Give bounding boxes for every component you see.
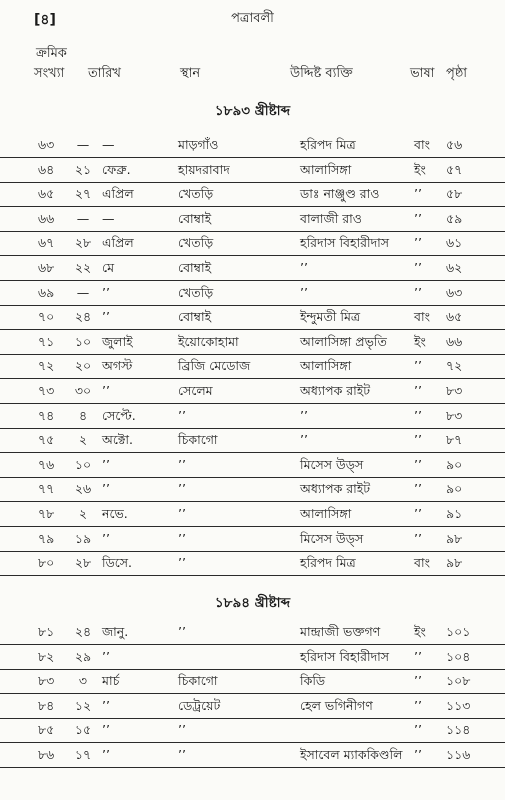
cell-month: — bbox=[102, 210, 115, 226]
cell-recipient: মিসেস উড্স bbox=[300, 456, 364, 472]
cell-lang: ’’ bbox=[414, 210, 422, 226]
cell-place: বোম্বাই bbox=[178, 260, 212, 275]
cell-page: ১১৪ bbox=[446, 722, 471, 738]
table-row bbox=[0, 743, 505, 768]
cell-page: ১০১ bbox=[446, 624, 471, 639]
cell-page: ৬১ bbox=[446, 235, 463, 251]
table-row bbox=[0, 645, 505, 670]
cell-month: ’’ bbox=[102, 747, 110, 762]
cell-place: ’’ bbox=[178, 456, 186, 472]
cell-page: ৬৩ bbox=[446, 284, 463, 300]
cell-lang: ’’ bbox=[414, 530, 422, 546]
cell-recipient: ’’ bbox=[300, 407, 308, 423]
table-row bbox=[0, 354, 505, 379]
cell-page: ৬২ bbox=[446, 260, 463, 275]
cell-page: ৭২ bbox=[446, 358, 463, 374]
cell-day: ২৮ bbox=[74, 555, 92, 571]
cell-recipient: ’’ bbox=[300, 284, 308, 300]
cell-recipient: অধ্যাপক রাইট bbox=[300, 383, 371, 398]
cell-place: ইয়োকোহামা bbox=[178, 333, 239, 349]
col-place: স্থান bbox=[180, 66, 201, 81]
cell-recipient: বালাজী রাও bbox=[300, 210, 362, 226]
cell-page: ৯০ bbox=[446, 456, 463, 472]
cell-page: ৮৭ bbox=[446, 432, 463, 448]
cell-page: ৯৮ bbox=[446, 530, 463, 546]
cell-recipient: হেল ভগিনীগণ bbox=[300, 697, 373, 713]
cell-page: ৯১ bbox=[446, 506, 463, 521]
cell-recipient: হরিদাস বিহারীদাস bbox=[300, 235, 390, 251]
cell-recipient: হরিপদ মিত্র bbox=[300, 137, 356, 152]
page-title: পত্রাবলী bbox=[231, 11, 274, 26]
cell-lang: ’’ bbox=[414, 506, 422, 521]
cell-lang: ইং bbox=[414, 333, 426, 349]
cell-month: এপ্রিল bbox=[102, 186, 134, 202]
table-row bbox=[0, 453, 505, 478]
cell-lang: বাং bbox=[414, 309, 430, 325]
page-number: [৪] bbox=[34, 12, 56, 28]
cell-month: ’’ bbox=[102, 530, 110, 546]
cell-recipient: ’’ bbox=[300, 432, 308, 448]
cell-sl: ৬৯ bbox=[38, 284, 55, 300]
cell-page: ৫৯ bbox=[446, 210, 463, 226]
cell-recipient: কিডি bbox=[300, 673, 326, 689]
cell-month: জানু. bbox=[102, 624, 129, 639]
cell-page: ১১৩ bbox=[446, 697, 471, 713]
cell-sl: ৭৬ bbox=[38, 456, 55, 472]
cell-day: ১৭ bbox=[74, 747, 92, 762]
cell-sl: ৮২ bbox=[38, 648, 55, 664]
cell-place: সেলেম bbox=[178, 383, 213, 398]
table-row bbox=[0, 551, 505, 576]
cell-lang: ’’ bbox=[414, 358, 422, 374]
cell-day: ২১ bbox=[74, 161, 92, 177]
table-row bbox=[0, 620, 505, 645]
cell-sl: ৬৮ bbox=[38, 260, 55, 275]
cell-day: ২৬ bbox=[74, 481, 92, 497]
table-row bbox=[0, 330, 505, 355]
cell-day: ২৭ bbox=[74, 186, 92, 202]
cell-sl: ৭৪ bbox=[38, 407, 55, 423]
cell-sl: ৮৬ bbox=[38, 747, 55, 762]
cell-month: সেপ্টে. bbox=[102, 407, 136, 423]
cell-place: ’’ bbox=[178, 747, 186, 762]
cell-month: জুলাই bbox=[102, 333, 133, 349]
cell-sl: ৬৩ bbox=[38, 137, 55, 152]
cell-sl: ৭৩ bbox=[38, 383, 55, 398]
cell-month: নভে. bbox=[102, 506, 128, 521]
cell-month: ’’ bbox=[102, 456, 110, 472]
cell-day: ৩০ bbox=[74, 383, 92, 398]
cell-month: এপ্রিল bbox=[102, 235, 134, 251]
cell-month: ’’ bbox=[102, 284, 110, 300]
table-row bbox=[0, 379, 505, 404]
cell-sl: ৭৯ bbox=[38, 530, 55, 546]
cell-sl: ৮৫ bbox=[38, 722, 55, 738]
table-row bbox=[0, 281, 505, 306]
cell-lang: ’’ bbox=[414, 456, 422, 472]
cell-lang: ইং bbox=[414, 161, 426, 177]
cell-day: ১০ bbox=[74, 456, 92, 472]
cell-lang: ’’ bbox=[414, 673, 422, 689]
cell-lang: বাং bbox=[414, 137, 430, 152]
col-serial-line2: সংখ্যা bbox=[34, 66, 65, 81]
cell-day: ১৯ bbox=[74, 530, 92, 546]
cell-place: খেতড়ি bbox=[178, 284, 214, 300]
cell-day: ২ bbox=[78, 506, 88, 521]
cell-place: ব্রিজি মেডোজ bbox=[178, 358, 251, 374]
cell-month: — bbox=[102, 137, 115, 152]
cell-lang: ’’ bbox=[414, 407, 422, 423]
cell-recipient: আলাসিঙ্গা bbox=[300, 506, 352, 521]
cell-month: ডিসে. bbox=[102, 555, 133, 571]
cell-month: অক্টো. bbox=[102, 432, 133, 448]
table-row bbox=[0, 404, 505, 429]
cell-day: ৪ bbox=[78, 407, 88, 423]
cell-day: ২২ bbox=[74, 260, 92, 275]
cell-recipient: ইসাবেল ম্যাককিণ্ডলি bbox=[300, 747, 403, 762]
cell-recipient: মিসেস উড্স bbox=[300, 530, 364, 546]
cell-page: ৮৩ bbox=[446, 407, 463, 423]
cell-sl: ৭২ bbox=[38, 358, 55, 374]
table-row bbox=[0, 231, 505, 256]
table-row bbox=[0, 669, 505, 694]
cell-place: হায়দরাবাদ bbox=[178, 161, 230, 177]
cell-day: ২৪ bbox=[74, 624, 92, 639]
table-row bbox=[0, 182, 505, 207]
cell-sl: ৮০ bbox=[38, 555, 55, 571]
cell-day: ২ bbox=[78, 432, 88, 448]
table-row bbox=[0, 305, 505, 330]
col-date: তারিখ bbox=[88, 66, 121, 81]
cell-sl: ৮৩ bbox=[38, 673, 55, 689]
col-recipient: উদ্দিষ্ট ব্যক্তি bbox=[290, 66, 353, 81]
cell-sl: ৭৫ bbox=[38, 432, 55, 448]
cell-lang: ’’ bbox=[414, 284, 422, 300]
cell-lang: ইং bbox=[414, 624, 426, 639]
year-heading: ১৮৯৪ খ্রীষ্টাব্দ bbox=[214, 595, 291, 611]
cell-lang: ’’ bbox=[414, 432, 422, 448]
table-row bbox=[0, 718, 505, 743]
cell-page: ১১৬ bbox=[446, 747, 471, 762]
col-serial-line1: ক্রমিক bbox=[36, 46, 67, 61]
cell-day: ২০ bbox=[74, 358, 92, 374]
table-row bbox=[0, 694, 505, 719]
cell-page: ৯০ bbox=[446, 481, 463, 497]
cell-sl: ৭১ bbox=[38, 333, 55, 349]
cell-day: ১০ bbox=[74, 333, 92, 349]
cell-lang: ’’ bbox=[414, 383, 422, 398]
cell-day: — bbox=[76, 284, 90, 300]
cell-day: ২৯ bbox=[74, 648, 92, 664]
cell-page: ৬৫ bbox=[446, 309, 463, 325]
cell-sl: ৬৫ bbox=[38, 186, 55, 202]
cell-page: ৫৬ bbox=[446, 137, 463, 152]
cell-page: ৫৭ bbox=[446, 161, 463, 177]
cell-month: ’’ bbox=[102, 722, 110, 738]
cell-day: ৩ bbox=[78, 673, 88, 689]
cell-place: ’’ bbox=[178, 624, 186, 639]
cell-month: মে bbox=[102, 260, 115, 275]
cell-page: ৯৮ bbox=[446, 555, 463, 571]
col-page: পৃষ্ঠা bbox=[446, 66, 468, 81]
table-row bbox=[0, 256, 505, 281]
cell-day: ১৫ bbox=[74, 722, 92, 738]
year-heading: ১৮৯৩ খ্রীষ্টাব্দ bbox=[214, 103, 291, 119]
cell-place: মাড়গাঁও bbox=[178, 137, 219, 152]
cell-month: অগস্ট bbox=[102, 358, 133, 374]
table-row bbox=[0, 477, 505, 502]
cell-lang: ’’ bbox=[414, 697, 422, 713]
cell-day: ২৪ bbox=[74, 309, 92, 325]
cell-recipient: আলাসিঙ্গা প্রভৃতি bbox=[300, 333, 387, 349]
table-row bbox=[0, 502, 505, 527]
cell-recipient: ডাঃ নাঞ্জুণ্ড রাও bbox=[300, 186, 380, 202]
cell-lang: ’’ bbox=[414, 260, 422, 275]
cell-recipient: অধ্যাপক রাইট bbox=[300, 481, 371, 497]
cell-month: মার্চ bbox=[102, 673, 120, 689]
cell-place: বোম্বাই bbox=[178, 309, 212, 325]
cell-month: ’’ bbox=[102, 481, 110, 497]
cell-day: — bbox=[76, 210, 90, 226]
table-row bbox=[0, 207, 505, 232]
cell-month: ’’ bbox=[102, 383, 110, 398]
cell-sl: ৭০ bbox=[38, 309, 55, 325]
cell-page: ৮৩ bbox=[446, 383, 463, 398]
cell-sl: ৭৮ bbox=[38, 506, 55, 521]
table-row bbox=[0, 428, 505, 453]
cell-month: ’’ bbox=[102, 697, 110, 713]
cell-place: চিকাগো bbox=[178, 432, 218, 448]
cell-recipient: মান্দ্রাজী ভক্তগণ bbox=[300, 624, 381, 639]
cell-sl: ৬৪ bbox=[38, 161, 55, 177]
cell-page: ৫৮ bbox=[446, 186, 463, 202]
cell-sl: ৬৭ bbox=[38, 235, 55, 251]
cell-day: — bbox=[76, 137, 90, 152]
table-row bbox=[0, 527, 505, 552]
cell-place: খেতড়ি bbox=[178, 235, 214, 251]
cell-recipient: আলাসিঙ্গা bbox=[300, 358, 352, 374]
cell-page: ৬৬ bbox=[446, 333, 463, 349]
cell-page: ১০৪ bbox=[446, 648, 471, 664]
table-row bbox=[0, 133, 505, 158]
cell-month: ’’ bbox=[102, 309, 110, 325]
cell-lang: ’’ bbox=[414, 648, 422, 664]
cell-place: ’’ bbox=[178, 506, 186, 521]
cell-month: ’’ bbox=[102, 648, 110, 664]
cell-place: ’’ bbox=[178, 555, 186, 571]
cell-recipient: ইন্দুমতী মিত্র bbox=[300, 309, 361, 325]
cell-place: ডেট্রয়েট bbox=[178, 697, 221, 713]
cell-day: ১২ bbox=[74, 697, 92, 713]
cell-day: ২৮ bbox=[74, 235, 92, 251]
cell-sl: ৭৭ bbox=[38, 481, 55, 497]
cell-place: ’’ bbox=[178, 481, 186, 497]
table-row bbox=[0, 158, 505, 183]
cell-recipient: হরিপদ মিত্র bbox=[300, 555, 356, 571]
cell-sl: ৮১ bbox=[38, 624, 55, 639]
cell-page: ১০৮ bbox=[446, 673, 471, 689]
cell-lang: ’’ bbox=[414, 747, 422, 762]
cell-recipient: আলাসিঙ্গা bbox=[300, 161, 352, 177]
cell-sl: ৮৪ bbox=[38, 697, 55, 713]
cell-place: ’’ bbox=[178, 407, 186, 423]
cell-month: ফেব্রু. bbox=[102, 161, 131, 177]
cell-place: ’’ bbox=[178, 530, 186, 546]
cell-lang: ’’ bbox=[414, 722, 422, 738]
cell-place: ’’ bbox=[178, 722, 186, 738]
col-language: ভাষা bbox=[410, 66, 435, 81]
cell-recipient: হরিদাস বিহারীদাস bbox=[300, 648, 390, 664]
cell-place: বোম্বাই bbox=[178, 210, 212, 226]
cell-place: চিকাগো bbox=[178, 673, 218, 689]
cell-recipient: ’’ bbox=[300, 260, 308, 275]
cell-lang: বাং bbox=[414, 555, 430, 571]
cell-sl: ৬৬ bbox=[38, 210, 55, 226]
cell-lang: ’’ bbox=[414, 235, 422, 251]
cell-place: খেতড়ি bbox=[178, 186, 214, 202]
cell-lang: ’’ bbox=[414, 186, 422, 202]
cell-lang: ’’ bbox=[414, 481, 422, 497]
